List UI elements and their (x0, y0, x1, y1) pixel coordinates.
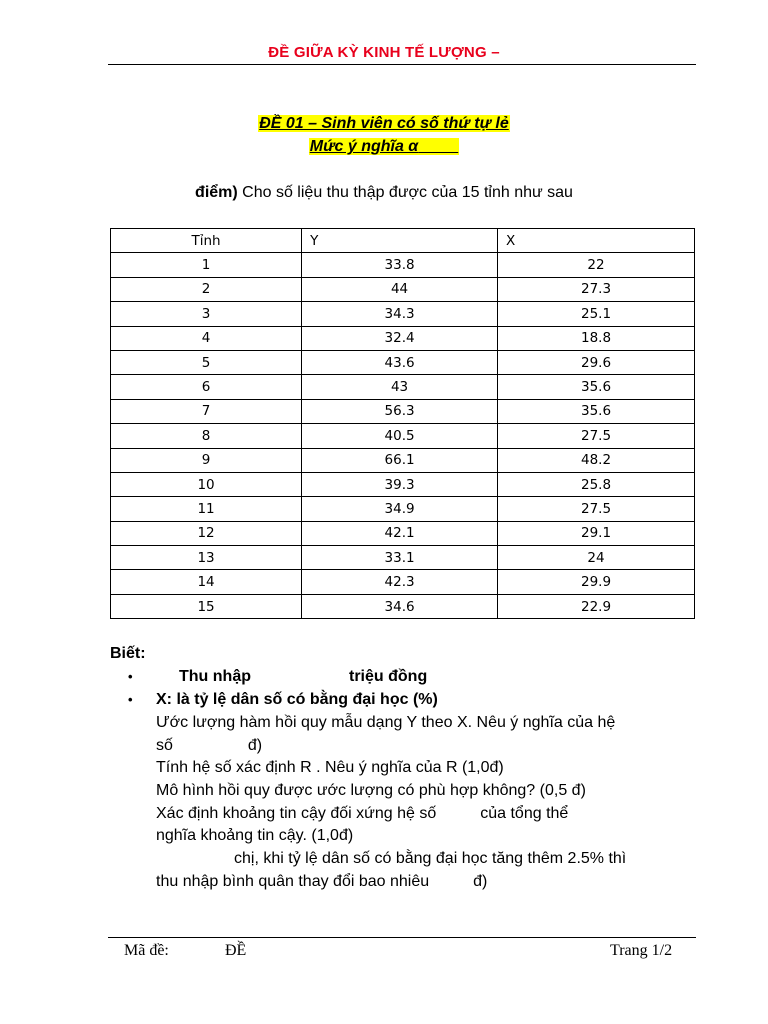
table-cell: 34.9 (302, 497, 498, 521)
income-variable-label: Thu nhập (179, 668, 251, 685)
table-cell: 14 (111, 570, 302, 594)
question-fragment: đ) (247, 736, 263, 754)
table-cell: 35.6 (498, 399, 695, 423)
page-header-title: ĐỀ GIỮA KỲ KINH TẾ LƯỢNG – (268, 44, 500, 61)
exam-version-text: ĐỀ 01 – Sinh viên có số thứ tự lẻ (259, 115, 509, 132)
exam-version-line (0, 115, 768, 133)
table-cell: 22 (498, 253, 695, 277)
table-cell: 27.3 (498, 277, 695, 301)
question-line: Tính hệ số xác định R . Nêu ý nghĩa của R (1,0đ) (156, 759, 504, 777)
table-row (111, 277, 695, 301)
footer-divider (108, 937, 696, 938)
table-cell: 2 (111, 277, 302, 301)
table-cell: 35.6 (498, 375, 695, 399)
significance-level-text (309, 138, 459, 155)
table-cell: 33.8 (302, 253, 498, 277)
bullet-icon: • (128, 669, 133, 684)
table-cell: 42.1 (302, 521, 498, 545)
table-cell: 66.1 (302, 448, 498, 472)
table-cell: 48.2 (498, 448, 695, 472)
table-cell: 15 (111, 594, 302, 618)
table-cell: 32.4 (302, 326, 498, 350)
table-cell: 40.5 (302, 424, 498, 448)
table-cell: 42.3 (302, 570, 498, 594)
table-row (111, 594, 695, 618)
significance-level-line (0, 138, 768, 156)
question-fragment: Xác định khoảng tin cậy đối xứng hệ số (156, 804, 437, 822)
table-cell: 4 (111, 326, 302, 350)
table-cell: 12 (111, 521, 302, 545)
table-cell: 11 (111, 497, 302, 521)
table-row (111, 253, 695, 277)
table-cell: 33.1 (302, 546, 498, 570)
table-cell: 9 (111, 448, 302, 472)
table-row (111, 350, 695, 374)
table-cell: 6 (111, 375, 302, 399)
question-line (156, 848, 696, 871)
table-cell: 24 (498, 546, 695, 570)
table-cell: 7 (111, 399, 302, 423)
questions-block (156, 712, 696, 894)
table-cell: 27.5 (498, 497, 695, 521)
question-fragment: số (156, 736, 173, 754)
table-row (111, 302, 695, 326)
table-row (111, 497, 695, 521)
significance-level-label: Mức ý nghĩa α (309, 138, 419, 155)
table-cell: 29.1 (498, 521, 695, 545)
table-cell: 43 (302, 375, 498, 399)
table-row (111, 399, 695, 423)
exam-code-label: Mã đề: (124, 942, 169, 959)
question-intro (0, 184, 768, 202)
intro-points: điểm) (195, 184, 238, 201)
table-row (111, 521, 695, 545)
question-line: Ước lượng hàm hồi quy mẫu dạng Y theo X. Nêu ý nghĩa của hệ (156, 714, 616, 731)
table-cell: 8 (111, 424, 302, 448)
table-row (111, 546, 695, 570)
table-cell: 27.5 (498, 424, 695, 448)
table-cell: 34.3 (302, 302, 498, 326)
table-header-cell: Tỉnh (111, 229, 302, 253)
question-fragment: chị, khi tỷ lệ dân số có bằng đại học tăng thêm 2.5% thì (234, 850, 627, 868)
x-variable-definition: X: là tỷ lệ dân số có bằng đại học (%) (156, 691, 438, 708)
table-row (111, 472, 695, 496)
table-cell: 56.3 (302, 399, 498, 423)
table-row (111, 326, 695, 350)
income-unit: triệu đồng (349, 668, 428, 685)
table-cell: 18.8 (498, 326, 695, 350)
table-row (111, 375, 695, 399)
table-cell: 25.1 (498, 302, 695, 326)
table-cell: 25.8 (498, 472, 695, 496)
table-cell: 39.3 (302, 472, 498, 496)
table-cell: 1 (111, 253, 302, 277)
question-line (156, 803, 696, 826)
question-fragment: thu nhập bình quân thay đổi bao nhiêu (156, 872, 430, 890)
table-cell: 44 (302, 277, 498, 301)
question-line (156, 735, 696, 758)
question-line (156, 871, 696, 894)
page-number: Trang 1/2 (610, 942, 673, 959)
table-cell: 43.6 (302, 350, 498, 374)
table-row (111, 570, 695, 594)
known-label: Biết: (110, 645, 146, 662)
table-cell: 3 (111, 302, 302, 326)
header-divider (108, 64, 696, 65)
question-line: Mô hình hồi quy được ước lượng có phù hợp không? (0,5 đ) (156, 782, 586, 800)
table-header-cell: Y (302, 229, 498, 253)
question-line: nghĩa khoảng tin cậy. (1,0đ) (156, 827, 354, 845)
table-header-cell: X (498, 229, 695, 253)
data-table (110, 228, 695, 619)
table-row (111, 424, 695, 448)
table-cell: 34.6 (302, 594, 498, 618)
table-cell: 10 (111, 472, 302, 496)
table-cell: 29.6 (498, 350, 695, 374)
table-cell: 13 (111, 546, 302, 570)
exam-code-value: ĐỀ (225, 942, 247, 959)
table-row (111, 448, 695, 472)
table-cell: 22.9 (498, 594, 695, 618)
question-fragment: của tổng thể (480, 804, 569, 822)
table-header-row (111, 229, 695, 253)
intro-text: Cho số liệu thu thập được của 15 tỉnh như sau (237, 184, 573, 201)
table-cell: 29.9 (498, 570, 695, 594)
question-fragment: đ) (473, 872, 488, 890)
bullet-icon: • (128, 692, 133, 707)
table-cell: 5 (111, 350, 302, 374)
